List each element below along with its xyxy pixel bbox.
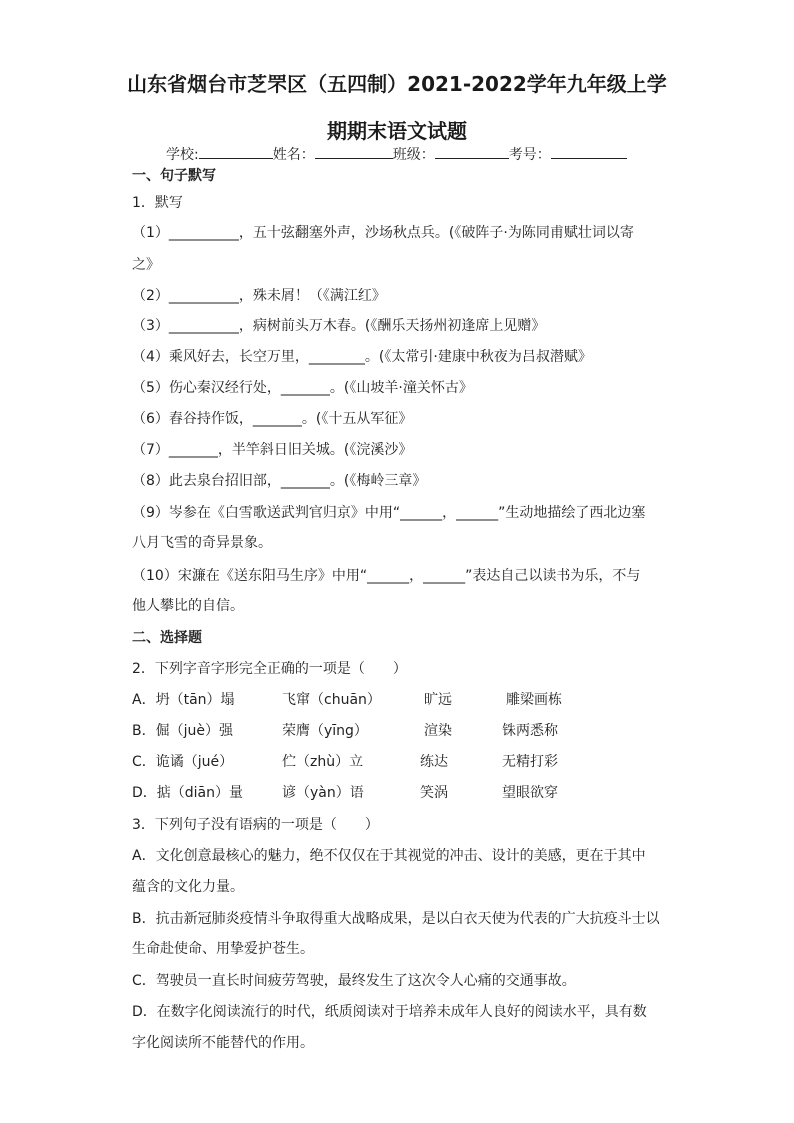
q3-option-line[interactable]: C．驾驶员一直长时间疲劳驾驶，最终发生了这次令人心痛的交通事故。 xyxy=(132,973,576,989)
q3-option-line[interactable]: A．文化创意最核心的魅力，绝不仅仅在于其视觉的冲击、设计的美感，更在于其中 xyxy=(132,848,646,864)
q2-option-a-col4: 雕梁画栋 xyxy=(506,692,562,708)
q3-option-line: 字化阅读所不能替代的作用。 xyxy=(132,1035,314,1051)
q1-item: （8）此去泉台招旧部，_______。(《梅岭三章》 xyxy=(132,473,427,489)
question3-stem: 3．下列句子没有语病的一项是（ ） xyxy=(132,817,379,833)
q3-option-line[interactable]: B．抗击新冠肺炎疫情斗争取得重大战略成果，是以白衣天使为代表的广大抗疫斗士以 xyxy=(132,911,660,927)
q2-option-d-col2: 谚（yàn）语 xyxy=(282,785,364,801)
q2-option-d-col3: 笑涡 xyxy=(420,785,448,801)
q1-item: （9）岑参在《白雪歌送武判官归京》中用“______，______”生动地描绘了西北边塞 xyxy=(132,505,646,521)
q2-option-a-col2: 飞窜（chuān） xyxy=(282,692,381,708)
section2-heading: 二、选择题 xyxy=(132,630,202,646)
q1-item: 八月飞雪的奇异景象。 xyxy=(132,535,272,551)
q2-option-d-col1[interactable]: D．掂（diān）量 xyxy=(132,785,244,801)
question1-label: 1．默写 xyxy=(132,195,183,211)
q2-option-b-col4: 铢两悉称 xyxy=(502,723,558,739)
student-info-row xyxy=(166,144,627,165)
q1-item: （7）_______，半竿斜日旧关城。(《浣溪沙》 xyxy=(132,442,413,458)
class-blank[interactable] xyxy=(435,144,509,159)
q1-item: （2）__________，殊未屑！（《满江红》 xyxy=(132,288,386,304)
exam-no-blank[interactable] xyxy=(551,144,627,159)
q2-option-b-col1[interactable]: B．倔（juè）强 xyxy=(132,723,233,739)
exam-title-line1: 山东省烟台市芝罘区（五四制）2021-2022学年九年级上学 xyxy=(127,72,667,96)
q2-option-a-col3: 旷远 xyxy=(424,692,452,708)
section1-heading: 一、句子默写 xyxy=(132,168,216,184)
q2-option-c-col4: 无精打彩 xyxy=(502,754,558,770)
q3-option-line[interactable]: D．在数字化阅读流行的时代，纸质阅读对于培养未成年人良好的阅读水平，具有数 xyxy=(132,1004,647,1020)
question2-stem: 2．下列字音字形完全正确的一项是（ ） xyxy=(132,661,407,677)
q1-item: （1）__________，五十弦翻塞外声，沙场秋点兵。(《破阵子·为陈同甫赋壮词以寄 xyxy=(132,225,634,241)
q2-option-d-col4: 望眼欲穿 xyxy=(502,785,558,801)
q2-option-c-col2: 伫（zhù）立 xyxy=(282,754,364,770)
q2-option-c-col1[interactable]: C．诡谲（jué） xyxy=(132,754,234,770)
q2-option-b-col2: 荣膺（yīng） xyxy=(282,723,368,739)
q1-item: 之》 xyxy=(132,257,160,273)
q2-option-b-col3: 渲染 xyxy=(424,723,452,739)
q2-option-c-col3: 练达 xyxy=(420,754,448,770)
q3-option-line: 生命赴使命、用挚爱护苍生。 xyxy=(132,941,314,957)
q3-option-line: 蕴含的文化力量。 xyxy=(132,879,244,895)
q1-item: （4）乘风好去，长空万里，________。(《太常引·建康中秋夜为吕叔潜赋》 xyxy=(132,349,592,365)
q2-option-a-col1[interactable]: A．坍（tān）塌 xyxy=(132,692,235,708)
name-blank[interactable] xyxy=(315,144,393,159)
class-label: 班级： xyxy=(392,147,435,163)
exam-no-label: 考号： xyxy=(508,147,551,163)
q1-item: （3）__________，病树前头万木春。(《酬乐天扬州初逢席上见赠》 xyxy=(132,318,546,334)
q1-item: （5）伤心秦汉经行处，_______。(《山坡羊·潼关怀古》 xyxy=(132,380,473,396)
name-label: 姓名： xyxy=(272,147,315,163)
school-blank[interactable] xyxy=(199,144,273,159)
q1-item: （6）舂谷持作饭，_______。(《十五从军征》 xyxy=(132,411,413,427)
q1-item: （10）宋濂在《送东阳马生序》中用“______，______”表达自己以读书为乐，不与 xyxy=(132,568,641,584)
q1-item: 他人攀比的自信。 xyxy=(132,598,244,614)
exam-title-line2: 期期末语文试题 xyxy=(327,119,467,143)
school-label: 学校: xyxy=(166,147,199,163)
